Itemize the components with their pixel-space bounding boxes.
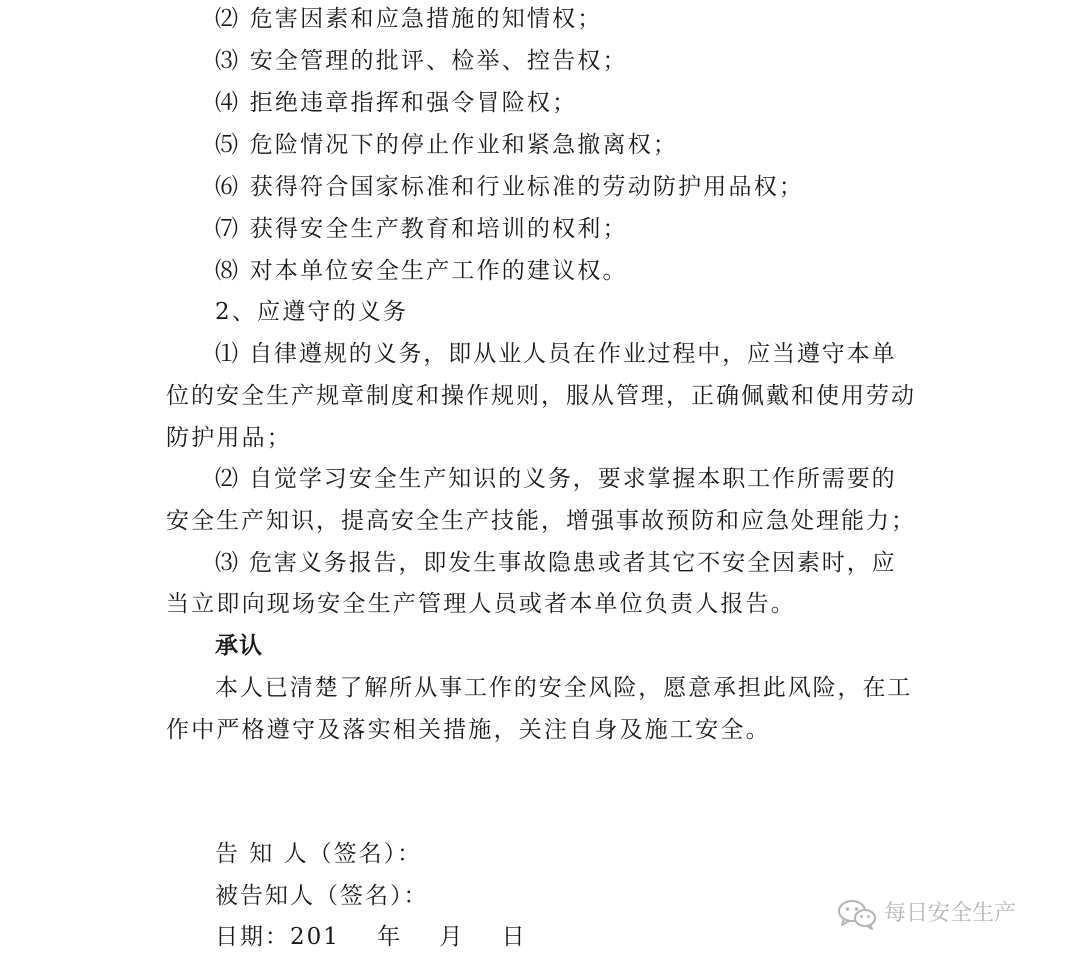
- acknowledgement-line-2: 作中严格遵守及落实相关措施，关注自身及施工安全。: [166, 717, 771, 743]
- watermark: [836, 898, 1016, 930]
- date-line: 日期：201 年 月 日: [215, 924, 527, 950]
- rights-item-8: ⑻ 对本单位安全生产工作的建议权。: [215, 258, 628, 284]
- duty-1-line-3: 防护用品；: [166, 425, 292, 451]
- informer-signature-line: 告 知 人（签名）：: [215, 841, 423, 867]
- duty-1-line-2: 位的安全生产规章制度和操作规则，服从管理，正确佩戴和使用劳动: [166, 383, 914, 409]
- acknowledgement-heading: 承认: [215, 632, 263, 659]
- informed-signature-line: 被告知人（签名）：: [215, 883, 429, 909]
- rights-item-7: ⑺ 获得安全生产教育和培训的权利；: [215, 216, 628, 242]
- rights-item-6: ⑹ 获得符合国家标准和行业标准的劳动防护用品权；: [215, 174, 805, 200]
- duty-3-line-1: ⑶ 危害义务报告，即发生事故隐患或者其它不安全因素时，应: [215, 550, 897, 576]
- acknowledgement-line-1: 本人已清楚了解所从事工作的安全风险，愿意承担此风险，在工: [215, 675, 913, 701]
- wechat-icon: [836, 898, 878, 930]
- rights-item-5: ⑸ 危险情况下的停止作业和紧急撤离权；: [215, 132, 679, 158]
- rights-item-2: ⑵ 危害因素和应急措施的知情权；: [215, 6, 603, 32]
- duty-2-line-1: ⑵ 自觉学习安全生产知识的义务，要求掌握本职工作所需要的: [215, 466, 897, 492]
- duty-1-line-1: ⑴ 自律遵规的义务，即从业人员在作业过程中，应当遵守本单: [215, 341, 897, 367]
- duty-3-line-2: 当立即向现场安全生产管理人员或者本单位负责人报告。: [166, 591, 796, 617]
- rights-item-4: ⑷ 拒绝违章指挥和强令冒险权；: [215, 90, 578, 116]
- duties-heading: 2、应遵守的义务: [215, 299, 409, 325]
- rights-item-3: ⑶ 安全管理的批评、检举、控告权；: [215, 48, 628, 74]
- watermark-text: 每日安全生产: [884, 901, 1017, 926]
- duty-2-line-2: 安全生产知识，提高安全生产技能，增强事故预防和应急处理能力；: [166, 508, 914, 534]
